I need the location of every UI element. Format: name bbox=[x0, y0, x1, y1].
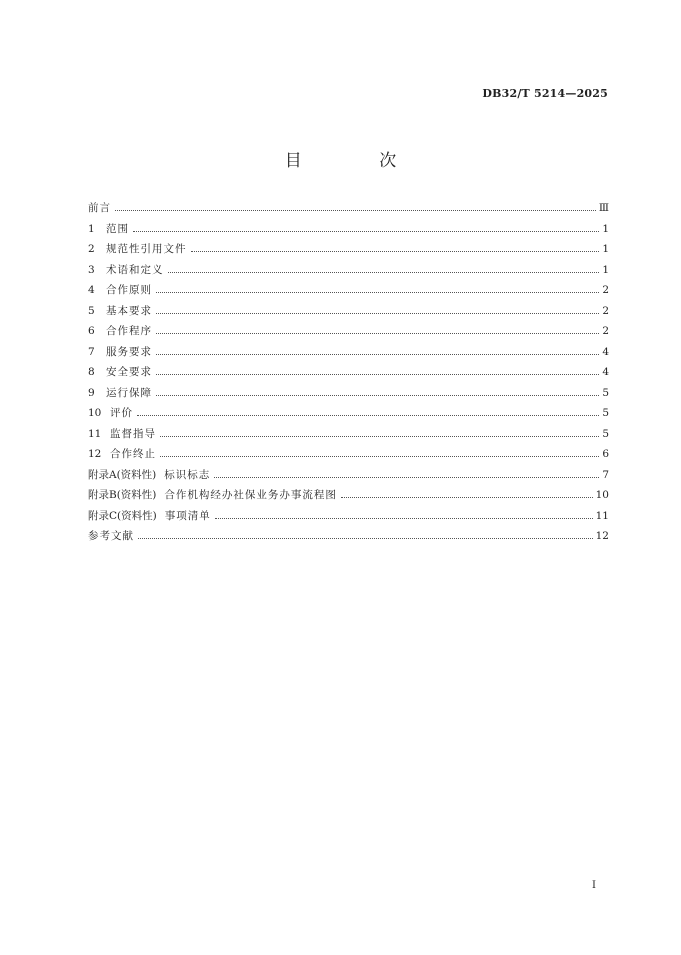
dot-leader bbox=[214, 477, 599, 478]
table-of-contents bbox=[88, 200, 609, 549]
toc-entry-page: 5 bbox=[602, 386, 609, 399]
toc-entry-2[interactable] bbox=[88, 241, 609, 262]
toc-entry-appendix-c[interactable] bbox=[88, 508, 609, 529]
toc-entry-number: 7 bbox=[88, 345, 95, 358]
toc-entry-12[interactable] bbox=[88, 446, 609, 467]
dot-leader bbox=[156, 354, 599, 355]
toc-entry-appendix-a[interactable] bbox=[88, 467, 609, 488]
toc-entry-4[interactable] bbox=[88, 282, 609, 303]
toc-entry-number: 5 bbox=[88, 304, 95, 317]
toc-entry-number: 附录B(资料性) bbox=[88, 489, 157, 501]
dot-leader bbox=[160, 456, 599, 457]
toc-entry-bibliography[interactable] bbox=[88, 528, 609, 549]
dot-leader bbox=[156, 292, 599, 293]
toc-entry-5[interactable] bbox=[88, 303, 609, 324]
toc-entry-label: 合作终止 bbox=[110, 448, 156, 460]
toc-entry-number: 1 bbox=[88, 222, 95, 235]
toc-entry-page: 5 bbox=[602, 407, 609, 419]
page-number: Ⅰ bbox=[592, 880, 596, 891]
toc-entry-label: 监督指导 bbox=[110, 427, 156, 440]
dot-leader bbox=[160, 436, 599, 437]
dot-leader bbox=[341, 497, 593, 498]
toc-entry-label: 服务要求 bbox=[106, 345, 152, 358]
toc-entry-7[interactable] bbox=[88, 344, 609, 365]
toc-entry-label: 合作程序 bbox=[106, 325, 152, 337]
toc-entry-number: 12 bbox=[88, 448, 102, 460]
toc-entry-number: 2 bbox=[88, 243, 95, 255]
toc-entry-label: 合作原则 bbox=[106, 284, 152, 296]
dot-leader bbox=[156, 333, 599, 334]
toc-entry-number: 11 bbox=[88, 427, 102, 440]
toc-entry-8[interactable] bbox=[88, 364, 609, 385]
toc-entry-page: 1 bbox=[602, 222, 609, 235]
page-title: 目 次 bbox=[284, 151, 433, 171]
toc-entry-9[interactable] bbox=[88, 385, 609, 406]
toc-entry-page: 2 bbox=[602, 304, 609, 317]
toc-entry-11[interactable] bbox=[88, 426, 609, 447]
toc-entry-number: 4 bbox=[88, 284, 95, 296]
toc-entry-10[interactable] bbox=[88, 405, 609, 426]
dot-leader bbox=[156, 395, 599, 396]
toc-entry-label: 合作机构经办社保业务办事流程图 bbox=[164, 489, 337, 501]
dot-leader bbox=[168, 272, 600, 273]
dot-leader bbox=[138, 538, 593, 539]
dot-leader bbox=[215, 518, 593, 519]
toc-entry-page: 1 bbox=[602, 263, 609, 276]
toc-entry-label: 参考文献 bbox=[88, 530, 134, 542]
dot-leader bbox=[133, 231, 599, 232]
toc-entry-label: 运行保障 bbox=[106, 386, 152, 399]
toc-entry-label: 规范性引用文件 bbox=[106, 243, 187, 255]
toc-entry-label: 前言 bbox=[88, 202, 111, 214]
toc-entry-label: 术语和定义 bbox=[106, 263, 164, 276]
toc-entry-page: 4 bbox=[602, 366, 609, 378]
toc-entry-number: 9 bbox=[88, 386, 95, 399]
toc-entry-number: 3 bbox=[88, 263, 95, 276]
toc-entry-page: 7 bbox=[602, 468, 609, 481]
document-code: DB32/T 5214—2025 bbox=[482, 87, 608, 100]
toc-entry-label: 事项清单 bbox=[164, 509, 211, 522]
toc-entry-number: 6 bbox=[88, 325, 95, 337]
toc-entry-page: 12 bbox=[595, 530, 609, 542]
toc-entry-foreword[interactable] bbox=[88, 200, 609, 221]
toc-entry-page: 2 bbox=[602, 325, 609, 337]
dot-leader bbox=[156, 313, 599, 314]
toc-entry-number: 附录C(资料性) bbox=[88, 509, 157, 522]
toc-entry-3[interactable] bbox=[88, 262, 609, 283]
toc-entry-6[interactable] bbox=[88, 323, 609, 344]
toc-entry-appendix-b[interactable] bbox=[88, 487, 609, 508]
toc-entry-label: 评价 bbox=[110, 407, 133, 419]
dot-leader bbox=[115, 210, 596, 211]
toc-entry-page: 6 bbox=[602, 448, 609, 460]
toc-entry-number: 附录A(资料性) bbox=[88, 468, 157, 481]
toc-entry-page: 10 bbox=[595, 489, 609, 501]
toc-entry-page: Ⅲ bbox=[598, 202, 609, 214]
toc-entry-page: 11 bbox=[595, 509, 609, 522]
toc-entry-label: 标识标志 bbox=[164, 468, 211, 481]
toc-entry-page: 4 bbox=[602, 345, 609, 358]
dot-leader bbox=[191, 251, 600, 252]
toc-entry-1[interactable] bbox=[88, 221, 609, 242]
toc-entry-label: 基本要求 bbox=[106, 304, 152, 317]
toc-entry-page: 2 bbox=[602, 284, 609, 296]
toc-entry-label: 范围 bbox=[106, 222, 129, 235]
dot-leader bbox=[137, 415, 599, 416]
toc-entry-label: 安全要求 bbox=[106, 366, 152, 378]
toc-entry-page: 1 bbox=[602, 243, 609, 255]
toc-entry-number: 10 bbox=[88, 407, 102, 419]
toc-entry-page: 5 bbox=[602, 427, 609, 440]
toc-entry-number: 8 bbox=[88, 366, 95, 378]
dot-leader bbox=[156, 374, 599, 375]
